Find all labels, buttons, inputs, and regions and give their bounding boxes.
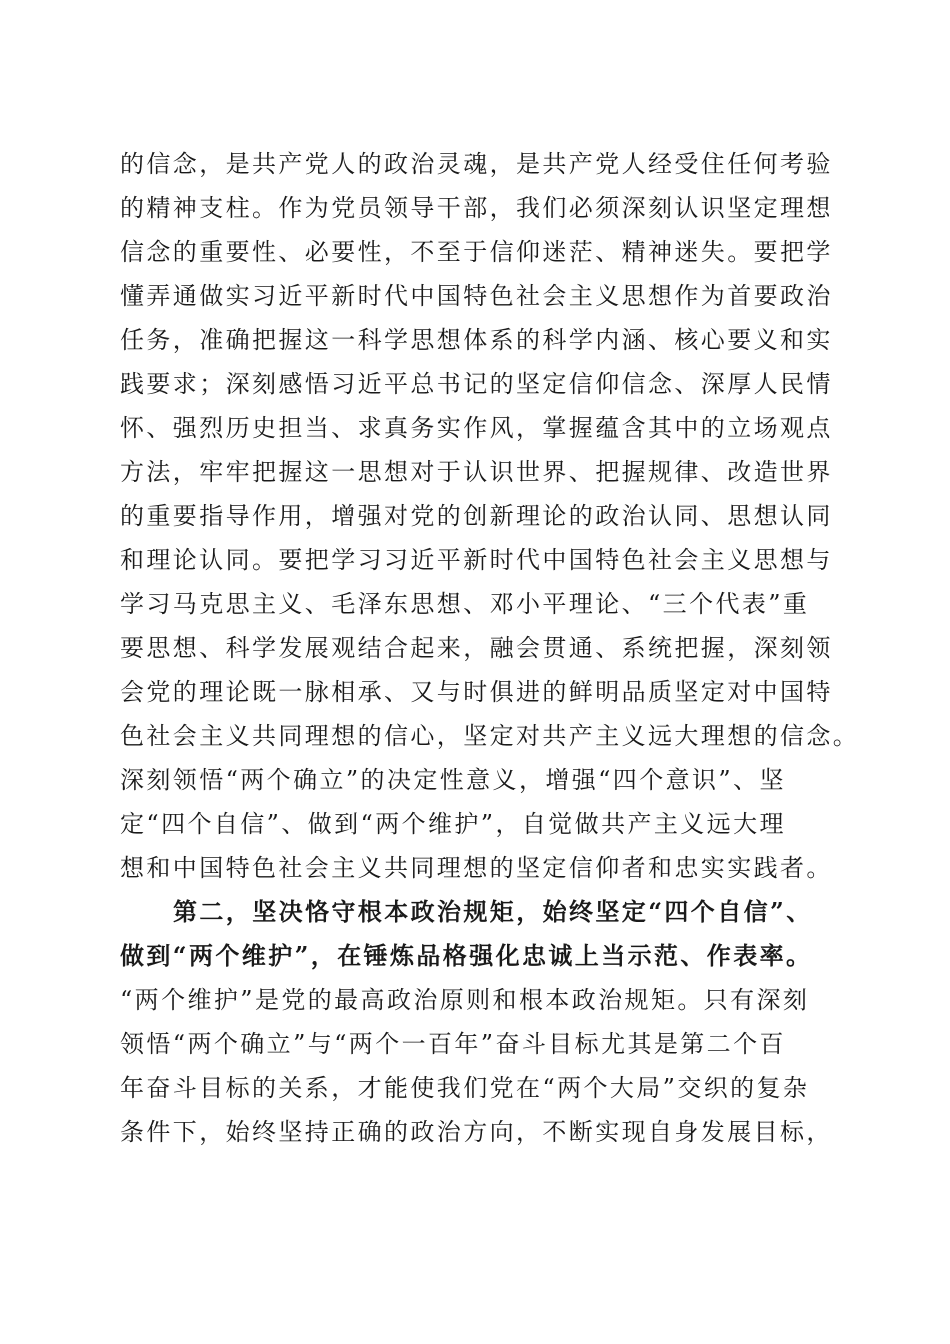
text-line: 学习马克思主义、毛泽东思想、邓小平理论、“三个代表”重 (120, 590, 810, 618)
section-heading-line: 第二，坚决恪守根本政治规矩，始终坚定“四个自信”、 (173, 897, 813, 926)
text-line: 定“四个自信”、做到“两个维护”，自觉做共产主义远大理 (120, 810, 786, 838)
text-line: 懂弄通做实习近平新时代中国特色社会主义思想作为首要政治 (120, 282, 833, 310)
text-line: 会党的理论既一脉相承、又与时俱进的鲜明品质坚定对中国特 (120, 678, 833, 706)
text-line: 的精神支柱。作为党员领导干部，我们必须深刻认识坚定理想 (120, 194, 833, 222)
text-line: 深刻领悟“两个确立”的决定性意义，增强“四个意识”、坚 (120, 766, 786, 794)
text-line: 要思想、科学发展观结合起来，融会贯通、系统把握，深刻领 (120, 634, 833, 662)
text-line: 和理论认同。要把学习习近平新时代中国特色社会主义思想与 (120, 546, 833, 574)
text-line: 色社会主义共同理想的信心，坚定对共产主义远大理想的信念。 (120, 722, 860, 750)
text-line: 怀、强烈历史担当、求真务实作风，掌握蕴含其中的立场观点 (120, 414, 833, 442)
text-line: 想和中国特色社会主义共同理想的坚定信仰者和忠实实践者。 (120, 854, 833, 882)
text-line: 条件下，始终坚持正确的政治方向，不断实现自身发展目标， (120, 1118, 833, 1146)
text-line: 任务，准确把握这一科学思想体系的科学内涵、核心要义和实 (120, 326, 833, 354)
text-line: “两个维护”是党的最高政治原则和根本政治规矩。只有深刻 (120, 986, 810, 1014)
section-heading-line: 做到“两个维护”，在锤炼品格强化忠诚上当示范、作表率。 (120, 941, 813, 970)
text-line: 的重要指导作用，增强对党的创新理论的政治认同、思想认同 (120, 502, 833, 530)
body-text (120, 142, 860, 1154)
text-line: 信念的重要性、必要性，不至于信仰迷茫、精神迷失。要把学 (120, 238, 833, 266)
text-line: 方法，牢牢把握这一思想对于认识世界、把握规律、改造世界 (120, 458, 833, 486)
text-line: 领悟“两个确立”与“两个一百年”奋斗目标尤其是第二个百 (120, 1030, 786, 1058)
text-line: 践要求；深刻感悟习近平总书记的坚定信仰信念、深厚人民情 (120, 370, 833, 398)
text-line: 年奋斗目标的关系，才能使我们党在“两个大局”交织的复杂 (120, 1074, 810, 1102)
text-line: 的信念，是共产党人的政治灵魂，是共产党人经受住任何考验 (120, 150, 833, 178)
